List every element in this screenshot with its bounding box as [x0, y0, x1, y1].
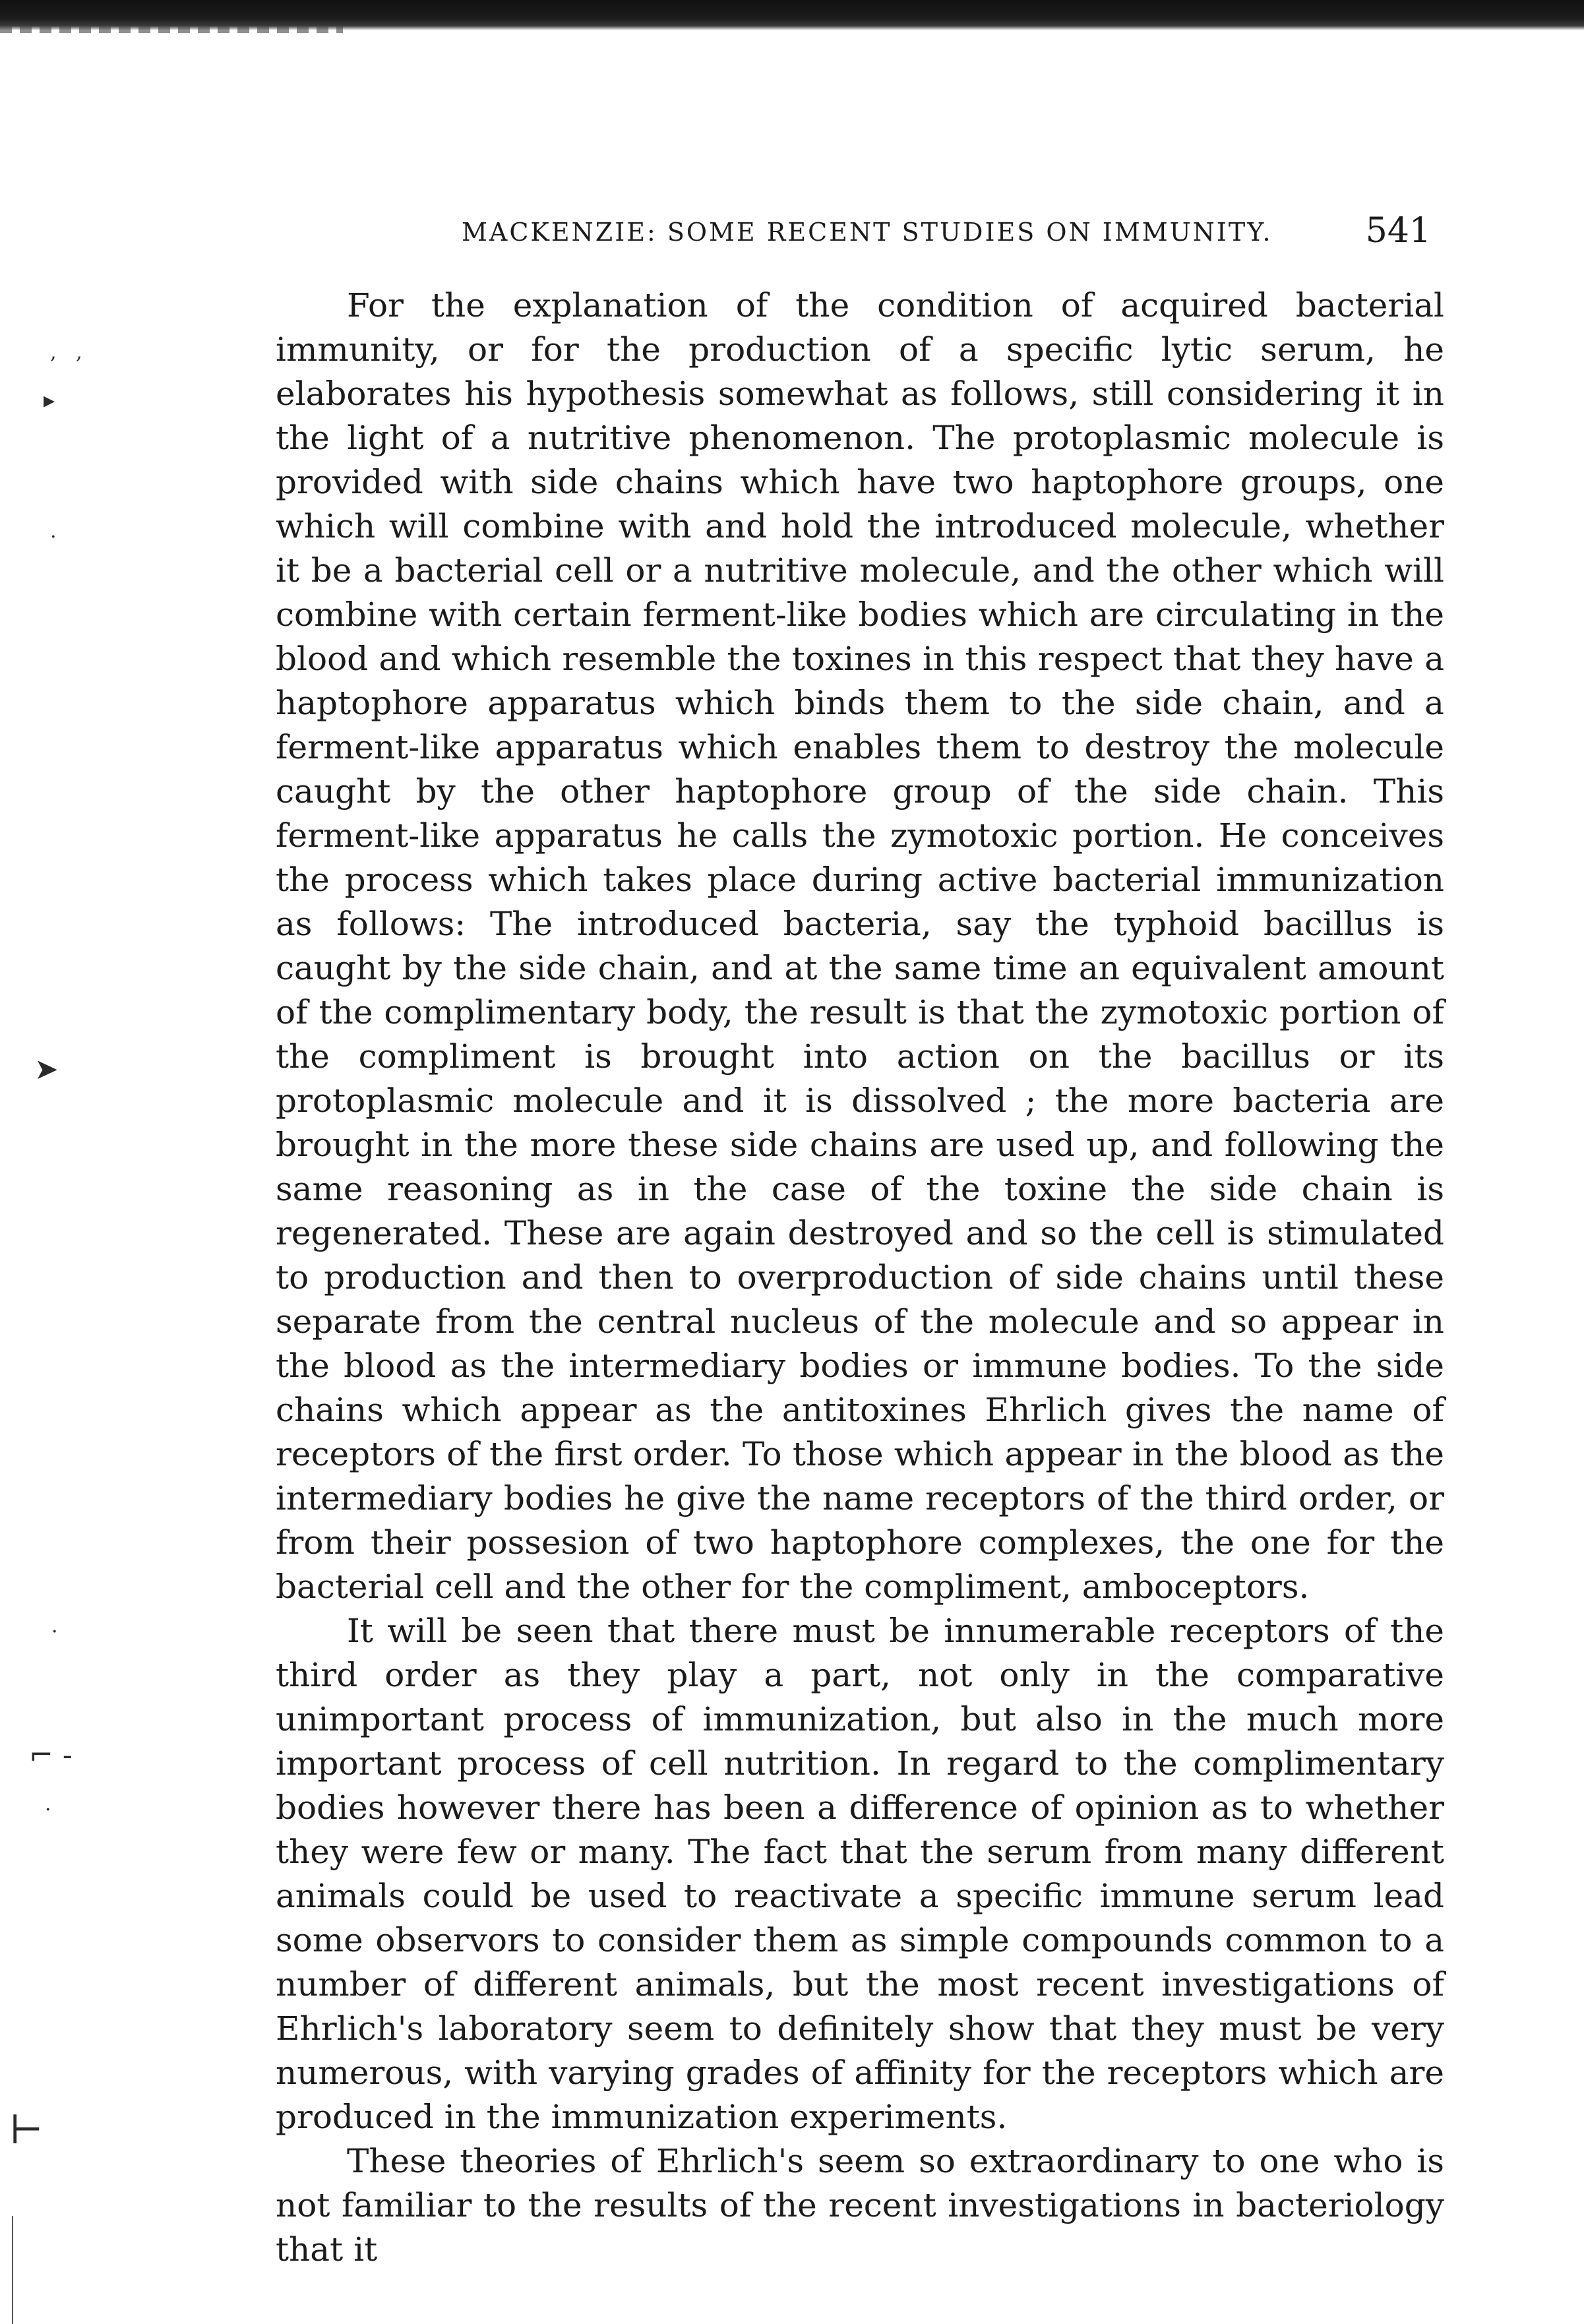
binding-rule	[12, 2216, 13, 2324]
margin-mark-icon: ⊢	[9, 2107, 44, 2153]
margin-mark-icon: ⌐ -	[29, 1738, 73, 1772]
margin-mark-icon: , ,	[50, 341, 89, 364]
margin-mark-icon: ·	[51, 1620, 58, 1643]
page-number: 541	[1365, 211, 1431, 251]
margin-mark-icon: ➤	[34, 1053, 59, 1086]
margin-mark-icon: ·	[45, 1798, 51, 1821]
margin-mark-icon: ·	[50, 526, 57, 549]
running-head: MACKENZIE: SOME RECENT STUDIES ON IMMUNITY.	[462, 218, 1273, 247]
paragraph-2: It will be seen that there must be innumerable receptors of the third order as they play a part, not only in the comparative unimportant process of immunization, but also in the much more important process of cell nutrition. In regard to the complimentary bodies however there has been a difference of opinion as to whether they were few or many. The fact that the serum from many different animals could be used to reactivate a specific immune serum lead some observors to consider them as simple compounds common to a number of different animals, but the most recent investigations of Ehrlich's laboratory seem to definitely show that they must be very numerous, with varying grades of affinity for the receptors which are produced in the immunization experiments.	[276, 1612, 1444, 2136]
paragraph-3: These theories of Ehrlich's seem so extraordinary to one who is not familiar to the results of the recent investigations in bacteriology that it	[276, 2142, 1444, 2269]
paragraph-1: For the explanation of the condition of acquired bacterial immunity, or for the production of a specific lytic serum, he elaborates his hypothesis somewhat as follows, still considering it in the light of a nutritive phenomenon. The protoplasmic molecule is provided with side chains which have two haptophore groups, one which will combine with and hold the introduced molecule, whether it be a bacterial cell or a nutritive molecule, and the other which will combine with certain ferment-like bodies which are circulating in the blood and which resemble the toxines in this respect that they have a haptophore apparatus which binds them to the side chain, and a ferment-like apparatus which enables them to destroy the molecule caught by the other haptophore group of the side chain. This ferment-like apparatus he calls the zymotoxic portion. He conceives the process which takes place during active bacterial immunization as follows: The introduced bacteria, say the typhoid bacillus is caught by the side chain, and at the same time an equivalent amount of the complimentary body, the result is that the zymotoxic portion of the compliment is brought into action on the bacillus or its protoplasmic molecule and it is dissolved ; the more bacteria are brought in the more these side chains are used up, and following the same reasoning as in the case of the toxine the side chain is regenerated. These are again destroyed and so the cell is stimulated to production and then to overproduction of side chains until these separate from the central nucleus of the molecule and so appear in the blood as the intermediary bodies or immune bodies. To the side chains which appear as the antitoxines Ehrlich gives the name of receptors of the first order. To those which appear in the blood as the intermediary bodies he give the name receptors of the third order, or from their possesion of two haptophore complexes, the one for the bacterial cell and the other for the compliment, amboceptors.	[276, 286, 1444, 1606]
body-text	[276, 284, 1444, 2272]
page-header	[462, 211, 1431, 257]
scan-top-edge	[0, 0, 1584, 30]
margin-mark-icon: ▸	[44, 387, 55, 413]
